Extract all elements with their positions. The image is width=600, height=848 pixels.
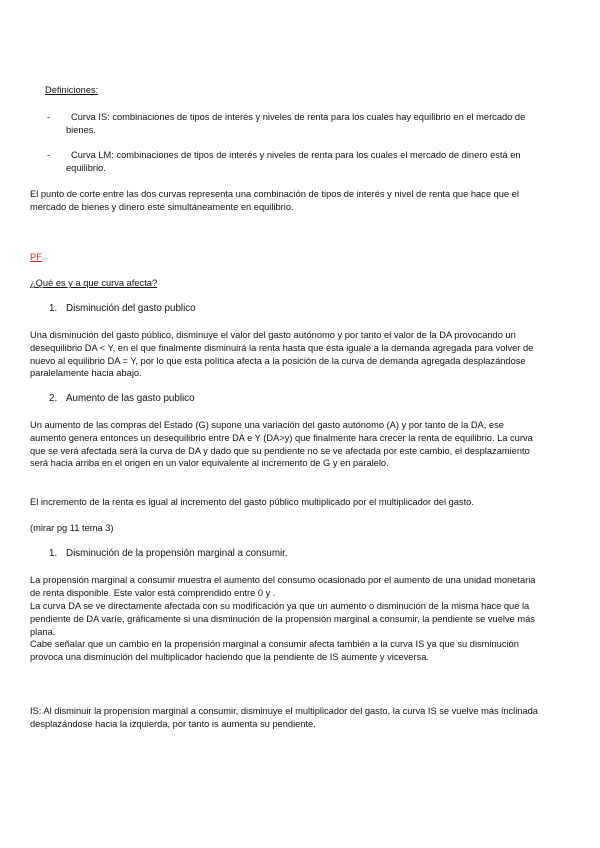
definition-is: Curva IS: combinaciones de tipos de interés y niveles de renta para los cuales hay equilibrio en el mercado de bienes. [66, 112, 526, 135]
section-title-propension: Disminución de la propensión marginal a consumir. [66, 548, 288, 559]
section-number: 1. [49, 303, 58, 314]
propension-paragraph: Cabe señalar que un cambio en la propensión marginal a consumir afecta también a la curva IS ya que su disminución provoca una disminución del multiplicador haciendo que la pendiente de IS aumente y viceversa. [30, 639, 519, 662]
intersection-paragraph: El punto de corte entre las dos curvas representa una combinación de tipos de interés y nivel de renta que hace que el mercado de bienes y dinero esté simultáneamente en equilibrio. [30, 189, 519, 212]
bullet-marker: - [47, 150, 51, 160]
reference-note: (mirar pg 11 tema 3) [30, 523, 114, 533]
is-note: IS: Al disminuir la propension marginal a consumir, disminuye el multiplicador del gasto, la curva IS se vuelve más inclinada desplazándose hacia la izquierda, por tanto is aumenta su pendiente. [30, 706, 538, 729]
section-text-disminucion-gasto: Una disminución del gasto público, disminuye el valor del gasto autónomo y por tanto el valor de la DA provocando un desequilibrio DA < Y, en el que finalmente disminuirá la renta hasta que ésta iguale a la demanda agregada para volver de nuevo al equilibrio DA = Y, por lo que esta política afecta a la posición de la curva de demanda agregada desplazándose paralelamente hacia abajo. [30, 330, 534, 379]
pf-heading: PF [30, 252, 42, 262]
section-text-aumento-gasto: Un aumento de las compras del Estado (G) supone una variación del gasto autónomo (A) y por tanto de la DA, ese aumento genera entonces un desequilibrio entre DA e Y (DA>y) que finalmente hara crecer la renta de equilibrio. La curva que se verá afectada será la curva de DA y dado que su pendiente no se ve afectada por este cambio, el desplazamiento será hacia arriba en el origen en un valor equivalente al incremento de G y en paralelo. [30, 420, 533, 469]
section-title-disminucion-gasto: Disminución del gasto publico [66, 303, 196, 314]
section-number: 2. [49, 393, 58, 404]
section-number: 1. [49, 548, 58, 559]
increment-note: El incremento de la renta es igual al incremento del gasto público multiplicado por el multiplicador del gasto. [30, 497, 474, 507]
definitions-heading: Definiciones: [45, 85, 99, 95]
question-heading: ¿Qué es y a que curva afecta? [30, 278, 158, 288]
definition-lm: Curva LM: combinaciones de tipos de interés y niveles de renta para los cuales el mercado de dinero está en equilibrio. [66, 150, 521, 173]
propension-paragraph: La propensión marginal a consumir muestra el aumento del consumo ocasionado por el aumento de una unidad monetaria de renta disponible. Este valor está comprendido entre 0 y . [30, 575, 536, 598]
propension-paragraph: La curva DA se ve directamente afectada con su modificación ya que un aumento o disminución de la misma hace que la pendiente de DA varíe, gráficamente si una disminución de la propensión marginal a consumir, la pendiente se vuelve más plana. [30, 601, 535, 637]
bullet-marker: - [47, 112, 51, 122]
section-title-aumento-gasto: Aumento de las gasto publico [66, 393, 195, 404]
